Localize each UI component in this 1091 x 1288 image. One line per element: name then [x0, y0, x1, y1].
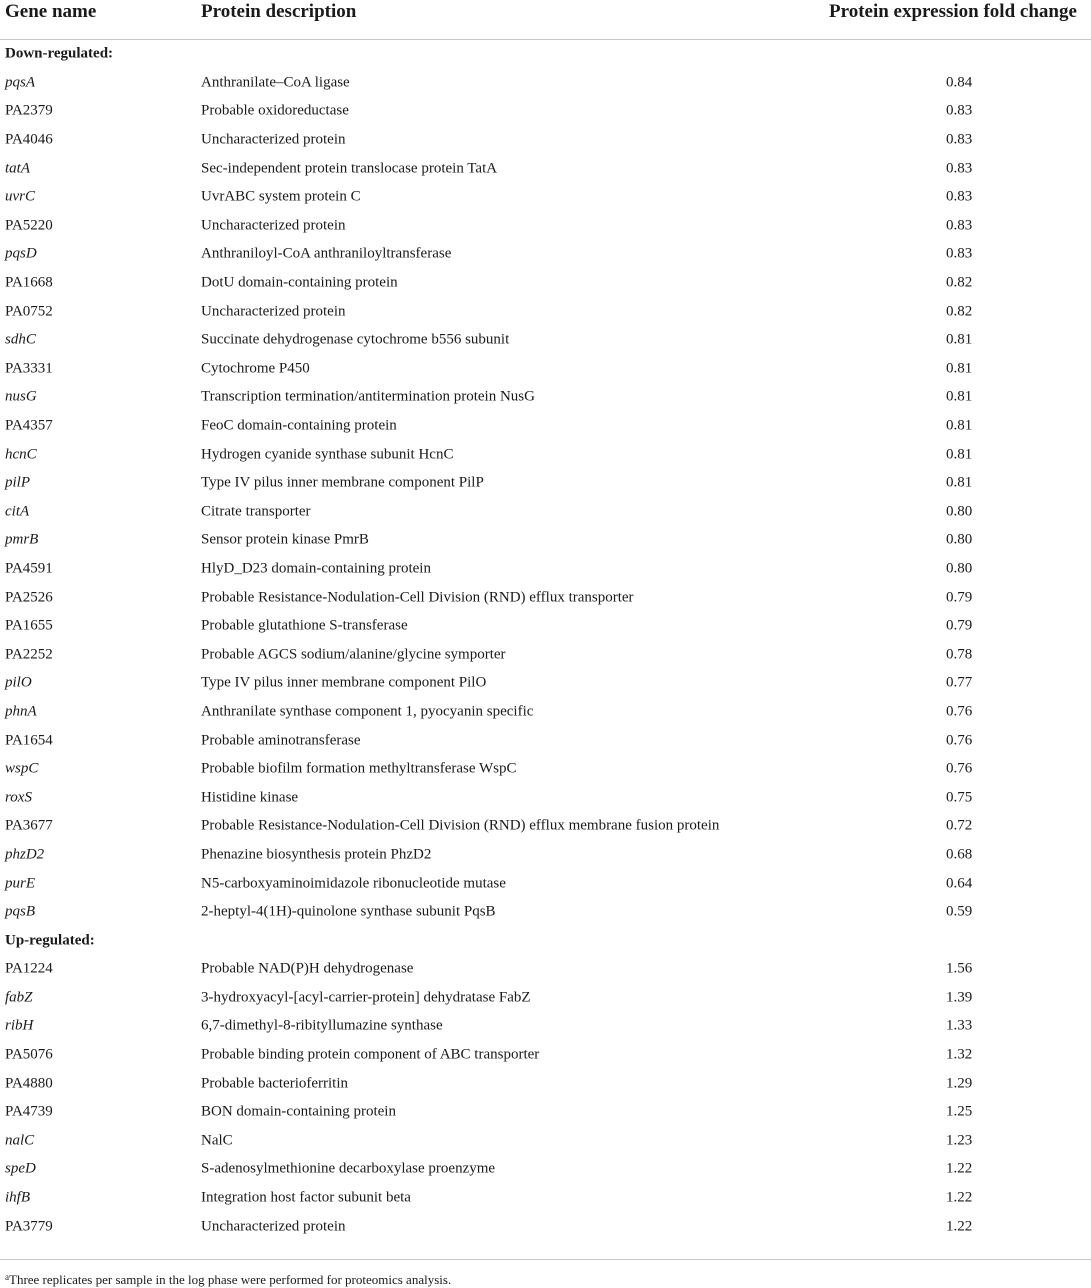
table-row	[0, 984, 1091, 1013]
table-row	[0, 212, 1091, 241]
protein-description-cell: Sec-independent protein translocase protein TatA	[201, 160, 498, 177]
fold-change-cell: 0.80	[946, 560, 973, 577]
protein-description-cell: 3-hydroxyacyl-[acyl-carrier-protein] dehydratase FabZ	[201, 989, 531, 1006]
gene-name-cell: wspC	[5, 760, 39, 777]
fold-change-cell: 0.82	[946, 303, 973, 320]
table-row	[0, 640, 1091, 669]
protein-description-cell: Probable binding protein component of ABC transporter	[201, 1046, 540, 1063]
fold-change-cell: 1.23	[946, 1132, 973, 1149]
gene-name-cell: fabZ	[5, 989, 33, 1006]
table-row	[0, 69, 1091, 98]
fold-change-cell: 0.77	[946, 674, 973, 691]
fold-change-cell: 1.39	[946, 989, 973, 1006]
gene-name-cell: PA4739	[5, 1103, 53, 1120]
gene-name-cell: hcnC	[5, 446, 37, 463]
protein-description-cell: Probable Resistance-Nodulation-Cell Division (RND) efflux transporter	[201, 589, 634, 606]
table-row	[0, 1041, 1091, 1070]
fold-change-cell: 0.83	[946, 160, 973, 177]
table-row	[0, 269, 1091, 298]
gene-name-cell: pqsB	[5, 903, 35, 920]
fold-change-cell: 0.78	[946, 646, 973, 663]
gene-name-cell: citA	[5, 503, 30, 520]
protein-description-cell: Probable oxidoreductase	[201, 102, 349, 119]
gene-name-cell: PA1668	[5, 274, 53, 291]
gene-name-cell: pmrB	[5, 531, 39, 548]
gene-name-cell: sdhC	[5, 331, 36, 348]
fold-change-cell: 1.22	[946, 1218, 973, 1235]
protein-description-cell: Probable biofilm formation methyltransferase WspC	[201, 760, 517, 777]
gene-name-cell: phzD2	[5, 846, 45, 863]
gene-name-cell: tatA	[5, 160, 30, 177]
protein-description-cell: Type IV pilus inner membrane component PilO	[201, 674, 487, 691]
table-row	[0, 1127, 1091, 1156]
fold-change-cell: 0.82	[946, 274, 973, 291]
protein-description-cell: Hydrogen cyanide synthase subunit HcnC	[201, 446, 454, 463]
gene-name-cell: PA4357	[5, 417, 53, 434]
fold-change-cell: 1.22	[946, 1160, 973, 1177]
gene-name-cell: PA1655	[5, 617, 53, 634]
gene-name-cell: ribH	[5, 1017, 34, 1034]
fold-change-cell: 0.81	[946, 417, 973, 434]
gene-name-cell: roxS	[5, 789, 32, 806]
gene-name-cell: phnA	[5, 703, 37, 720]
protein-description-cell: Citrate transporter	[201, 503, 311, 520]
protein-description-cell: UvrABC system protein C	[201, 188, 361, 205]
gene-name-cell: nalC	[5, 1132, 35, 1149]
gene-name-cell: PA2379	[5, 102, 53, 119]
protein-description-cell: Anthraniloyl-CoA anthraniloyltransferase	[201, 245, 452, 262]
protein-description-cell: Integration host factor subunit beta	[201, 1189, 411, 1206]
gene-name-cell: purE	[5, 875, 35, 892]
gene-name-cell: PA5220	[5, 217, 53, 234]
footnote-marker: a	[5, 1272, 9, 1282]
protein-description-cell: Probable Resistance-Nodulation-Cell Division (RND) efflux membrane fusion protein	[201, 817, 720, 834]
table-row	[0, 412, 1091, 441]
protein-description-cell: 6,7-dimethyl-8-ribityllumazine synthase	[201, 1017, 443, 1034]
gene-name-cell: PA1224	[5, 960, 53, 977]
table-row	[0, 555, 1091, 584]
table-row	[0, 297, 1091, 326]
protein-description-cell: Uncharacterized protein	[201, 131, 346, 148]
protein-description-cell: S-adenosylmethionine decarboxylase proenzyme	[201, 1160, 496, 1177]
gene-name-cell: PA4880	[5, 1075, 53, 1092]
gene-name-cell: pqsA	[5, 74, 35, 91]
protein-description-cell: Phenazine biosynthesis protein PhzD2	[201, 846, 432, 863]
table-row	[0, 1155, 1091, 1184]
table-row	[0, 898, 1091, 927]
table-row	[0, 1069, 1091, 1098]
fold-change-cell: 1.25	[946, 1103, 973, 1120]
table-row	[0, 869, 1091, 898]
table-bottom-rule	[0, 1259, 1091, 1260]
gene-name-cell: speD	[5, 1160, 36, 1177]
fold-change-cell: 0.83	[946, 131, 973, 148]
table-row	[0, 383, 1091, 412]
gene-name-cell: PA4046	[5, 131, 53, 148]
protein-description-cell: Probable aminotransferase	[201, 732, 361, 749]
protein-description-cell: Probable bacterioferritin	[201, 1075, 349, 1092]
fold-change-cell: 0.83	[946, 217, 973, 234]
table-row	[0, 1012, 1091, 1041]
fold-change-cell: 1.56	[946, 960, 973, 977]
table-row	[0, 526, 1091, 555]
protein-description-cell: Uncharacterized protein	[201, 217, 346, 234]
fold-change-cell: 0.59	[946, 903, 973, 920]
protein-description-cell: Uncharacterized protein	[201, 1218, 346, 1235]
table-row	[0, 612, 1091, 641]
table-row	[0, 669, 1091, 698]
gene-name-cell: PA3331	[5, 360, 53, 377]
header-protein-description: Protein description	[201, 1, 357, 22]
protein-description-cell: Type IV pilus inner membrane component PilP	[201, 474, 484, 491]
table-row	[0, 726, 1091, 755]
fold-change-cell: 0.83	[946, 102, 973, 119]
fold-change-cell: 0.76	[946, 760, 973, 777]
fold-change-cell: 0.83	[946, 245, 973, 262]
gene-name-cell: ihfB	[5, 1189, 30, 1206]
fold-change-cell: 1.29	[946, 1075, 973, 1092]
protein-description-cell: Cytochrome P450	[201, 360, 310, 377]
table-row	[0, 355, 1091, 384]
table-row	[0, 1212, 1091, 1241]
fold-change-cell: 0.79	[946, 589, 973, 606]
fold-change-cell: 0.81	[946, 446, 973, 463]
gene-name-cell: PA0752	[5, 303, 53, 320]
fold-change-cell: 0.81	[946, 388, 973, 405]
fold-change-cell: 0.81	[946, 360, 973, 377]
table-body	[0, 40, 1091, 1241]
gene-name-cell: pilP	[5, 474, 30, 491]
gene-name-cell: PA4591	[5, 560, 53, 577]
protein-description-cell: Anthranilate synthase component 1, pyocyanin specific	[201, 703, 534, 720]
table-row	[0, 755, 1091, 784]
fold-change-cell: 0.81	[946, 474, 973, 491]
protein-description-cell: 2-heptyl-4(1H)-quinolone synthase subunit PqsB	[201, 903, 496, 920]
protein-description-cell: Anthranilate–CoA ligase	[201, 74, 350, 91]
fold-change-cell: 0.80	[946, 503, 973, 520]
section-heading-row	[0, 926, 1091, 955]
protein-description-cell: Uncharacterized protein	[201, 303, 346, 320]
table-row	[0, 1184, 1091, 1213]
fold-change-cell: 0.80	[946, 531, 973, 548]
gene-name-cell: uvrC	[5, 188, 35, 205]
gene-name-cell: nusG	[5, 388, 37, 405]
fold-change-cell: 0.81	[946, 331, 973, 348]
table-row	[0, 326, 1091, 355]
table-row	[0, 240, 1091, 269]
fold-change-cell: 0.75	[946, 789, 973, 806]
gene-name-cell: PA1654	[5, 732, 53, 749]
table-row	[0, 783, 1091, 812]
fold-change-cell: 0.79	[946, 617, 973, 634]
header-gene-name: Gene name	[5, 1, 97, 22]
table-row	[0, 498, 1091, 527]
protein-description-cell: FeoC domain-containing protein	[201, 417, 397, 434]
fold-change-cell: 1.33	[946, 1017, 973, 1034]
gene-name-cell: PA5076	[5, 1046, 53, 1063]
fold-change-cell: 0.84	[946, 74, 973, 91]
fold-change-cell: 1.32	[946, 1046, 973, 1063]
table-row	[0, 1098, 1091, 1127]
gene-name-cell: PA3779	[5, 1218, 53, 1235]
protein-description-cell: HlyD_D23 domain-containing protein	[201, 560, 431, 577]
table-row	[0, 812, 1091, 841]
gene-name-cell: pqsD	[5, 245, 37, 262]
table-row	[0, 469, 1091, 498]
table-header	[0, 0, 1091, 40]
footnote-text: Three replicates per sample in the log phase were performed for proteomics analysis.	[9, 1272, 452, 1287]
gene-name-cell: PA3677	[5, 817, 53, 834]
protein-description-cell: Sensor protein kinase PmrB	[201, 531, 369, 548]
table-row	[0, 97, 1091, 126]
header-fold-change: Protein expression fold change	[829, 1, 1077, 22]
fold-change-cell: 0.72	[946, 817, 973, 834]
table-footnote	[5, 1269, 451, 1288]
fold-change-cell: 1.22	[946, 1189, 973, 1206]
protein-description-cell: N5-carboxyaminoimidazole ribonucleotide mutase	[201, 875, 506, 892]
fold-change-cell: 0.64	[946, 875, 973, 892]
fold-change-cell: 0.76	[946, 703, 973, 720]
table-row	[0, 440, 1091, 469]
gene-name-cell: pilO	[5, 674, 32, 691]
table-row	[0, 154, 1091, 183]
protein-description-cell: Probable AGCS sodium/alanine/glycine symporter	[201, 646, 506, 663]
fold-change-cell: 0.68	[946, 846, 973, 863]
table-row	[0, 183, 1091, 212]
gene-name-cell: PA2526	[5, 589, 53, 606]
section-label: Down-regulated:	[5, 45, 114, 62]
protein-description-cell: BON domain-containing protein	[201, 1103, 396, 1120]
gene-name-cell: PA2252	[5, 646, 53, 663]
protein-description-cell: Probable NAD(P)H dehydrogenase	[201, 960, 414, 977]
table-row	[0, 955, 1091, 984]
section-label: Up-regulated:	[5, 932, 95, 949]
protein-description-cell: Probable glutathione S-transferase	[201, 617, 408, 634]
protein-description-cell: DotU domain-containing protein	[201, 274, 398, 291]
table-row	[0, 583, 1091, 612]
table-row	[0, 698, 1091, 727]
fold-change-cell: 0.83	[946, 188, 973, 205]
protein-description-cell: NalC	[201, 1132, 233, 1149]
table-row	[0, 841, 1091, 870]
protein-description-cell: Transcription termination/antitermination protein NusG	[201, 388, 535, 405]
section-heading-row	[0, 40, 1091, 69]
table-row	[0, 126, 1091, 155]
fold-change-cell: 0.76	[946, 732, 973, 749]
protein-description-cell: Histidine kinase	[201, 789, 299, 806]
protein-description-cell: Succinate dehydrogenase cytochrome b556 subunit	[201, 331, 510, 348]
